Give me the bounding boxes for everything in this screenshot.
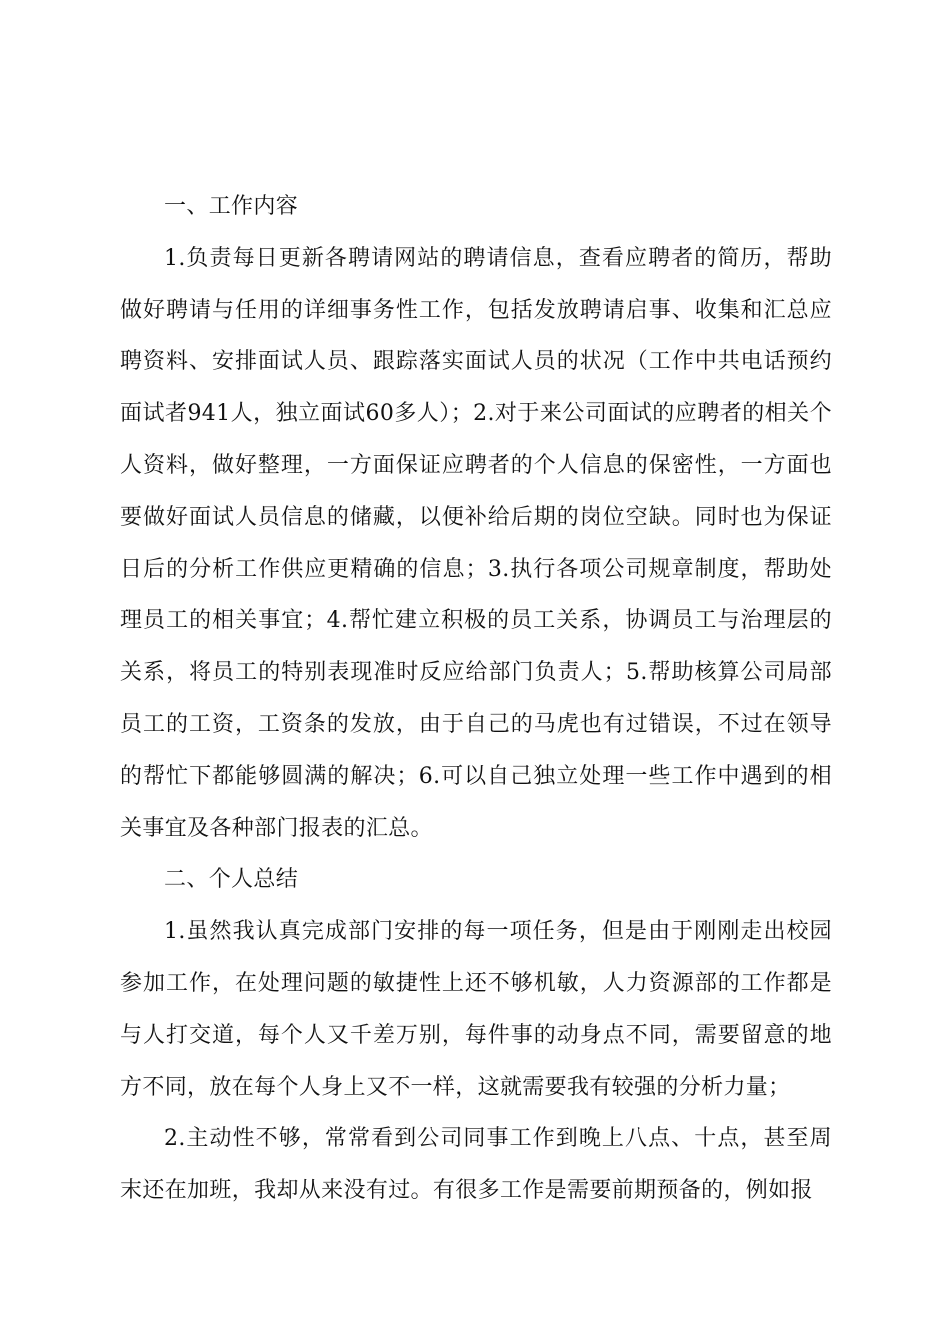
section-heading-personal-summary: 二、个人总结 [164,867,299,893]
paragraph-summary-point-1: 1.虽然我认真完成部门安排的每一项任务，但是由于刚刚走出校园参加工作，在处理问题的敏捷性上还不够机敏，人力资源部的工作都是与人打交道，每个人又千差万别，每件事的动身点不同，需要留意的地方不同，放在每个人身上又不一样，这就需要我有较强的分析力量； [120,919,832,1100]
section-heading-work-content: 一、工作内容 [164,194,299,219]
paragraph-work-details: 1.负责每日更新各聘请网站的聘请信息，查看应聘者的简历，帮助做好聘请与任用的详细事务性工作，包括发放聘请启事、收集和汇总应聘资料、安排面试人员、跟踪落实面试人员的状况（工作中共电话预约面试者941人，独立面试60多人）；2.对于来公司面试的应聘者的相关个人资料，做好整理，一方面保证应聘者的个人信息的保密性，一方面也要做好面试人员信息的储藏，以便补给后期的岗位空缺。同时也为保证日后的分析工作供应更精确的信息；3.执行各项公司规章制度，帮助处理员工的相关事宜；4.帮忙建立积极的员工关系，协调员工与治理层的关系，将员工的特别表现准时反应给部门负责人；5.帮助核算公司局部员工的工资，工资条的发放，由于自己的马虎也有过错误，不过在领导的帮忙下都能够圆满的解决；6.可以自己独立处理一些工作中遇到的相关事宜及各种部门报表的汇总。 [120,245,832,841]
document-body [120,181,832,1217]
paragraph-summary-point-2: 2.主动性不够，常常看到公司同事工作到晚上八点、十点，甚至周末还在加班，我却从来没有过。有很多工作是需要前期预备的，例如报 [120,1126,832,1204]
